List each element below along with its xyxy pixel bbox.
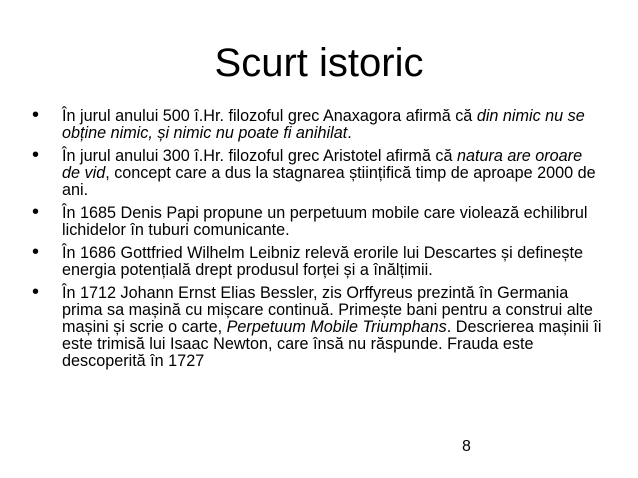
slide-title: Scurt istoric [214, 41, 424, 85]
bullet-item-1 [32, 104, 602, 142]
bullet-text-5-part-2: Perpetuum Mobile Triumphans [226, 318, 447, 336]
bullet-dot-icon: • [32, 201, 40, 223]
bullet-item-5 [32, 281, 602, 370]
bullet-item-4 [32, 241, 602, 279]
bullet-text-5-part-1: În 1712 Johann Ernst Elias Bessler, zis Orffyreus prezintă în Germania prima sa mașină cu mișcare continuă. Primește bani pentru a construi alte mașini și scrie o carte, [62, 284, 593, 336]
bullet-dot-icon: • [32, 104, 40, 126]
bullet-text-1-part-2: din nimic nu se obține nimic, și nimic nu poate fi anihilat [62, 107, 585, 142]
bullet-text-3: În 1685 Denis Papi propune un perpetuum mobile care violează echilibrul lichidelor în tuburi comunicante. [62, 204, 588, 239]
bullet-text-1-part-1: În jurul anului 500 î.Hr. filozoful grec Anaxagora afirmă că [62, 107, 477, 125]
bullet-dot-icon: • [32, 281, 40, 303]
bullet-text-2-part-2: natura are oroare de vid [62, 147, 583, 182]
bullet-list [32, 104, 602, 376]
bullet-text-4: În 1686 Gottfried Wilhelm Leibniz relevă erorile lui Descartes și definește energia potențială drept produsul forței și a înălțimii. [62, 244, 583, 279]
bullet-dot-icon: • [32, 241, 40, 263]
bullet-text-2-part-3: , concept care a dus la stagnarea științifică timp de aproape 2000 de ani. [62, 164, 596, 199]
bullet-item-2 [32, 144, 602, 199]
bullet-dot-icon: • [32, 144, 40, 166]
bullet-text-1-part-3: . [347, 124, 352, 142]
bullet-text-2-part-1: În jurul anului 300 î.Hr. filozoful grec Aristotel afirmă că [62, 147, 457, 165]
page-number: 8 [462, 438, 471, 455]
bullet-item-3 [32, 201, 602, 239]
bullet-text-5-part-3: . Descrierea mașinii îi este trimisă lui Isaac Newton, care însă nu răspunde. Frauda este descoperită în 1727 [62, 318, 602, 370]
